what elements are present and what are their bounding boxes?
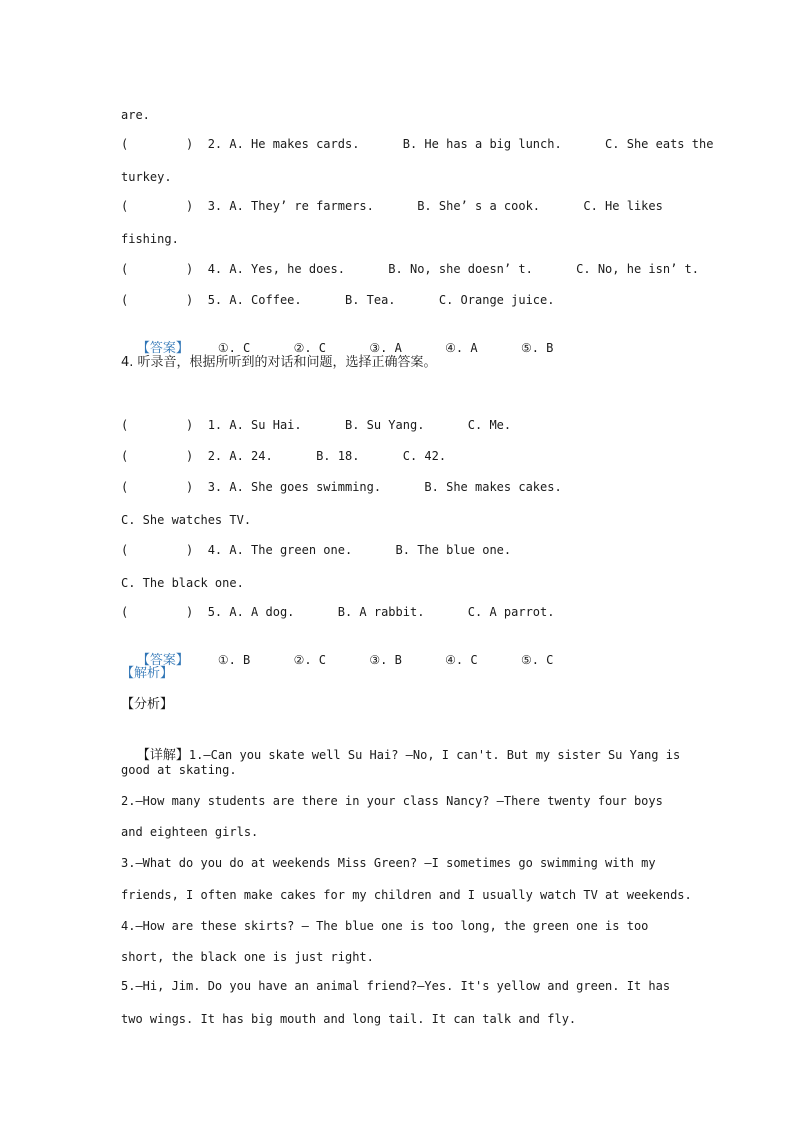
detail-line-4: 4.—How are these skirts? — The blue one is too long, the green one is too bbox=[121, 919, 649, 933]
answer-values: ①. C ②. C ③. A ④. A ⑤. B bbox=[188, 341, 554, 355]
question-4-3: ( ) 3. A. She goes swimming. B. She makes cakes. bbox=[121, 480, 562, 494]
detail-tag: 【详解】 bbox=[136, 748, 189, 763]
detail-line-2: 2.—How many students are there in your class Nancy? —There twenty four boys bbox=[121, 794, 663, 808]
question-4-1: ( ) 1. A. Su Hai. B. Su Yang. C. Me. bbox=[121, 418, 512, 432]
answer-values: ①. B ②. C ③. B ④. C ⑤. C bbox=[188, 653, 554, 667]
analysis-tag: 【解析】 bbox=[121, 666, 174, 681]
question-3-2: ( ) 2. A. He makes cards. B. He has a big lunch. C. She eats the bbox=[121, 137, 714, 151]
detail-line-2-continuation: and eighteen girls. bbox=[121, 825, 259, 839]
text-line-are: are. bbox=[121, 108, 150, 122]
question-3-3: ( ) 3. A. They’ re farmers. B. She’ s a cook. C. He likes bbox=[121, 199, 663, 213]
question-4-4: ( ) 4. A. The green one. B. The blue one. bbox=[121, 543, 512, 557]
detail-line-5: 5.—Hi, Jim. Do you have an animal friend?—Yes. It's yellow and green. It has bbox=[121, 979, 671, 993]
section-4-heading: 4. 听录音，根据所听到的对话和问题，选择正确答案。 bbox=[121, 355, 437, 370]
detail-text-1: 1.—Can you skate well Su Hai? —No, I can't. But my sister Su Yang is bbox=[188, 748, 681, 762]
question-3-5: ( ) 5. A. Coffee. B. Tea. C. Orange juice. bbox=[121, 293, 555, 307]
question-4-5: ( ) 5. A. A dog. B. A rabbit. C. A parrot. bbox=[121, 605, 555, 619]
detail-line-3: 3.—What do you do at weekends Miss Green? —I sometimes go swimming with my bbox=[121, 856, 656, 870]
question-4-3-continuation: C. She watches TV. bbox=[121, 513, 252, 527]
question-3-3-continuation: fishing. bbox=[121, 232, 179, 246]
question-3-4: ( ) 4. A. Yes, he does. B. No, she doesn’ t. C. No, he isn’ t. bbox=[121, 262, 699, 276]
detail-line-5-continuation: two wings. It has big mouth and long tail. It can talk and fly. bbox=[121, 1012, 577, 1026]
question-4-2: ( ) 2. A. 24. B. 18. C. 42. bbox=[121, 449, 447, 463]
detail-line-1-continuation: good at skating. bbox=[121, 763, 237, 777]
answer-tag: 【答案】 bbox=[136, 341, 189, 356]
fenxi-tag: 【分析】 bbox=[121, 697, 174, 712]
detail-line-3-continuation: friends, I often make cakes for my children and I usually watch TV at weekends. bbox=[121, 888, 692, 902]
question-4-4-continuation: C. The black one. bbox=[121, 576, 244, 590]
question-3-2-continuation: turkey. bbox=[121, 170, 172, 184]
answer-tag: 【答案】 bbox=[136, 653, 189, 668]
detail-line-4-continuation: short, the black one is just right. bbox=[121, 950, 374, 964]
